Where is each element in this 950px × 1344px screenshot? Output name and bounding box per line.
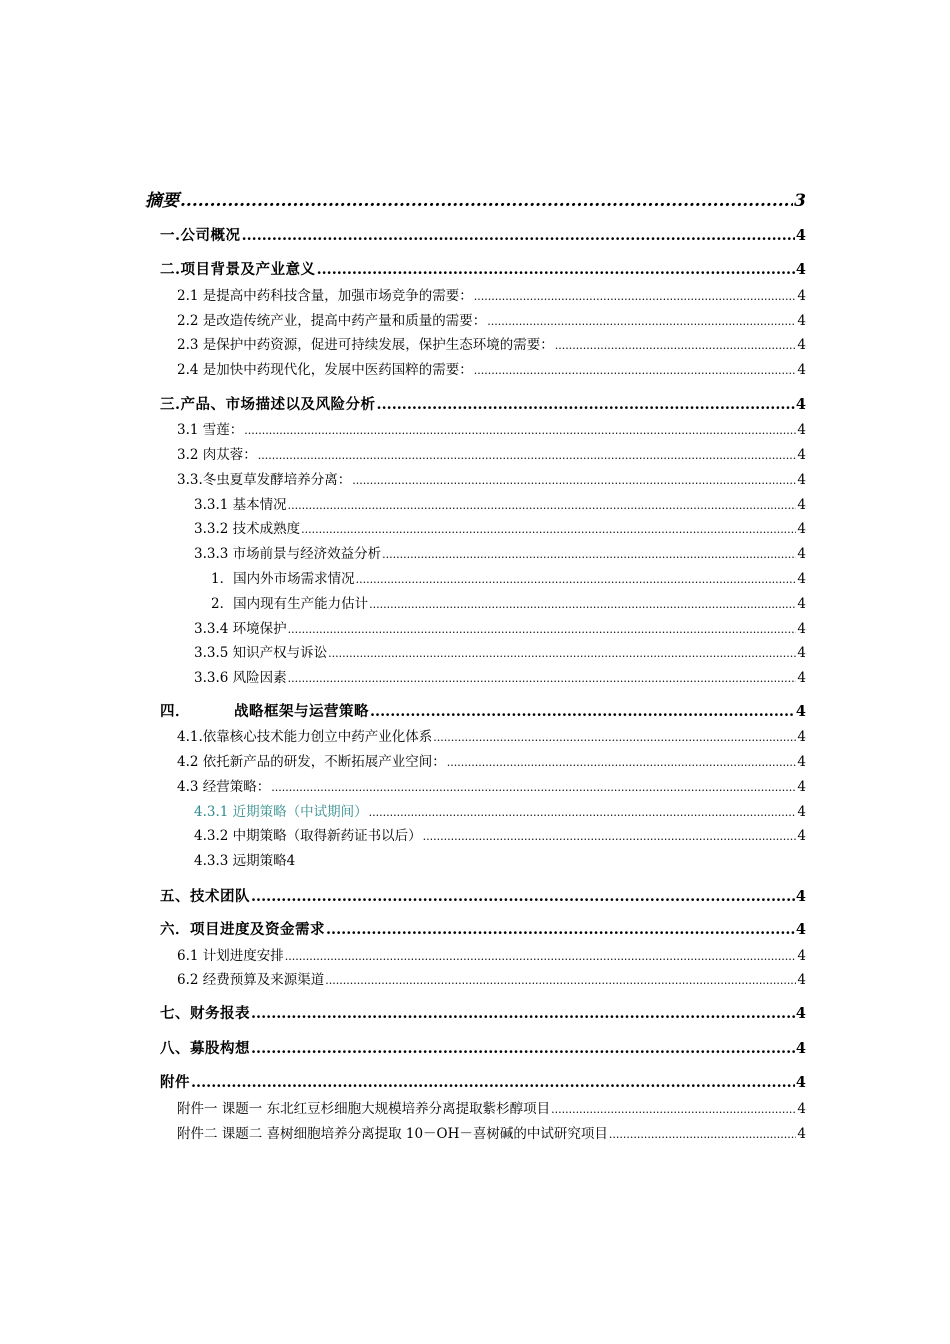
dot-leader — [328, 645, 796, 661]
toc-entry-title: 附件 — [160, 1074, 190, 1091]
toc-entry-s6-1[interactable] — [177, 944, 806, 964]
dot-leader — [555, 337, 797, 353]
dot-leader — [609, 1126, 797, 1142]
toc-entry-title: 4.3.1 近期策略（中试期间） — [194, 804, 368, 820]
dot-leader — [382, 546, 796, 562]
toc-entry-s4-3-3[interactable] — [194, 849, 806, 869]
toc-entry-s3-3-3-a[interactable] — [211, 567, 806, 587]
toc-entry-s3[interactable] — [160, 393, 806, 414]
dot-leader — [288, 497, 797, 513]
toc-entry-page: 4 — [795, 888, 806, 905]
dot-leader — [474, 288, 797, 304]
toc-entry-page: 4 — [797, 645, 806, 661]
dot-leader — [251, 888, 795, 905]
toc-entry-s2-2[interactable] — [177, 309, 806, 329]
toc-entry-page: 4 — [797, 828, 806, 844]
toc-entry-s2-4[interactable] — [177, 358, 806, 378]
toc-entry-title: 1．国内外市场需求情况 — [211, 571, 355, 587]
toc-entry-page: 4 — [797, 670, 806, 686]
toc-entry-page: 3 — [794, 191, 806, 211]
toc-entry-s3-3-6[interactable] — [194, 666, 806, 686]
toc-entry-page: 4 — [797, 972, 806, 988]
toc-entry-page: 4 — [797, 472, 806, 488]
toc-entry-s3-3-3-b[interactable] — [211, 592, 806, 612]
toc-entry-number: 四． — [160, 703, 190, 720]
toc-entry-s2-1[interactable] — [177, 284, 806, 304]
toc-entry-title: 3.3.4 环境保护 — [194, 621, 287, 637]
toc-entry-title: 4.1.依靠核心技术能力创立中药产业化体系 — [177, 729, 433, 745]
toc-entry-title: 6.1 计划进度安排 — [177, 948, 284, 964]
dot-leader — [551, 1101, 796, 1117]
toc-entry-s4-3[interactable] — [177, 775, 806, 795]
toc-entry-page: 4 — [797, 571, 806, 587]
toc-entry-s6-2[interactable] — [177, 968, 806, 988]
toc-entry-s4-3-2[interactable] — [194, 824, 806, 844]
toc-entry-title: 二.项目背景及产业意义 — [160, 261, 316, 278]
dot-leader — [447, 754, 797, 770]
dot-leader — [288, 670, 797, 686]
toc-entry-title: 六．项目进度及资金需求 — [160, 921, 325, 938]
toc-entry-appendix-2[interactable] — [177, 1122, 806, 1142]
dot-leader — [352, 472, 796, 488]
toc-entry-title: 3.2 肉苁蓉： — [177, 447, 257, 463]
dot-leader — [474, 362, 797, 378]
toc-entry-s3-1[interactable] — [177, 418, 806, 438]
toc-entry-page: 4 — [795, 396, 806, 413]
toc-entry-page: 4 — [797, 313, 806, 329]
dot-leader — [370, 703, 795, 720]
toc-entry-title: 2.3 是保护中药资源，促进可持续发展，保护生态环境的需要： — [177, 337, 554, 353]
toc-entry-page: 4 — [795, 703, 806, 720]
dot-leader — [317, 261, 795, 278]
toc-entry-s2[interactable] — [160, 258, 806, 279]
toc-entry-page: 4 — [797, 621, 806, 637]
toc-entry-page: 4 — [797, 729, 806, 745]
toc-entry-s2-3[interactable] — [177, 333, 806, 353]
toc-entry-s1[interactable] — [160, 224, 806, 245]
toc-entry-title: 4.3 经营策略： — [177, 779, 271, 795]
toc-entry-title: 3.3.3 市场前景与经济效益分析 — [194, 546, 382, 562]
toc-entry-title: 五、技术团队 — [160, 888, 250, 905]
toc-entry-title: 4.3.2 中期策略（取得新药证书以后） — [194, 828, 422, 844]
toc-entry-page: 4 — [795, 921, 806, 938]
toc-entry-title: 6.2 经费预算及来源渠道 — [177, 972, 325, 988]
dot-leader — [423, 828, 797, 844]
toc-entry-page: 4 — [795, 227, 806, 244]
toc-entry-title: 附件一 课题一 东北红豆杉细胞大规模培养分离提取紫杉醇项目 — [177, 1101, 551, 1117]
dot-leader — [325, 972, 796, 988]
toc-entry-page: 4 — [797, 521, 806, 537]
dot-leader — [271, 779, 796, 795]
dot-leader — [251, 1040, 795, 1057]
toc-entry-page: 4 — [797, 948, 806, 964]
toc-entry-abstract[interactable] — [145, 186, 806, 211]
toc-entry-page: 4 — [797, 546, 806, 562]
toc-entry-s3-2[interactable] — [177, 443, 806, 463]
toc-entry-s4-3-1[interactable] — [194, 800, 806, 820]
toc-entry-page: 4 — [797, 337, 806, 353]
toc-entry-title: 4.3.3 远期策略4 — [194, 853, 296, 869]
toc-entry-s3-3-1[interactable] — [194, 493, 806, 513]
dot-leader — [487, 313, 796, 329]
toc-entry-appendix-1[interactable] — [177, 1097, 806, 1117]
toc-entry-title: 3.3.冬虫夏草发酵培养分离： — [177, 472, 352, 488]
toc-entry-page: 4 — [795, 1040, 806, 1057]
toc-entry-title: 2.1 是提高中药科技含量，加强市场竞争的需要： — [177, 288, 473, 304]
toc-entry-title: 4.2 依托新产品的研发，不断拓展产业空间： — [177, 754, 446, 770]
toc-entry-title: 2.4 是加快中药现代化，发展中医药国粹的需要： — [177, 362, 473, 378]
toc-entry-title: 3.1 雪莲： — [177, 422, 244, 438]
toc-entry-title: 3.3.2 技术成熟度 — [194, 521, 301, 537]
toc-entry-s5[interactable] — [160, 885, 806, 906]
toc-entry-page: 4 — [797, 362, 806, 378]
toc-entry-title: 2．国内现有生产能力估计 — [211, 596, 369, 612]
dot-leader — [244, 422, 796, 438]
toc-entry-title: 附件二 课题二 喜树细胞培养分离提取 10－OH－喜树碱的中试研究项目 — [177, 1126, 608, 1142]
toc-entry-page: 4 — [797, 1126, 806, 1142]
toc-entry-s3-3-3[interactable] — [194, 542, 806, 562]
toc-entry-s3-3-2[interactable] — [194, 517, 806, 537]
toc-entry-page: 4 — [797, 779, 806, 795]
toc-entry-title: 七、财务报表 — [160, 1005, 250, 1022]
toc-entry-s6[interactable] — [160, 918, 806, 939]
dot-leader — [301, 521, 796, 537]
dot-leader — [242, 227, 795, 244]
toc-entry-page: 4 — [797, 497, 806, 513]
toc-entry-page: 4 — [797, 1101, 806, 1117]
toc-entry-page: 4 — [795, 1074, 806, 1091]
dot-leader — [191, 1074, 795, 1091]
toc-entry-s4-1[interactable] — [177, 725, 806, 745]
toc-entry-title-text: 战略框架与运营策略 — [234, 703, 369, 720]
toc-entry-title: 三.产品、市场描述以及风险分析 — [160, 396, 376, 413]
dot-leader — [433, 729, 796, 745]
toc-entry-s3-3[interactable] — [177, 468, 806, 488]
toc-entry-page: 4 — [797, 754, 806, 770]
toc-entry-s3-3-4[interactable] — [194, 617, 806, 637]
toc-entry-page: 4 — [797, 596, 806, 612]
toc-entry-s3-3-5[interactable] — [194, 641, 806, 661]
toc-entry-page: 4 — [795, 261, 806, 278]
toc-entry-appendix[interactable] — [160, 1071, 806, 1092]
toc-entry-page: 4 — [797, 804, 806, 820]
dot-leader — [356, 571, 797, 587]
dot-leader — [326, 921, 795, 938]
dot-leader — [258, 447, 797, 463]
dot-leader — [369, 804, 797, 820]
toc-entry-title: 八、募股构想 — [160, 1040, 250, 1057]
toc-entry-title: 3.3.6 风险因素 — [194, 670, 287, 686]
toc-entry-s4-2[interactable] — [177, 750, 806, 770]
toc-entry-s4[interactable] — [160, 700, 806, 721]
toc-entry-title: 3.3.5 知识产权与诉讼 — [194, 645, 328, 661]
dot-leader — [369, 596, 796, 612]
dot-leader — [251, 1005, 795, 1022]
toc-entry-title: 2.2 是改造传统产业，提高中药产量和质量的需要： — [177, 313, 487, 329]
toc-entry-s7[interactable] — [160, 1002, 806, 1023]
dot-leader — [285, 948, 797, 964]
dot-leader — [377, 396, 795, 413]
dot-leader — [180, 191, 793, 211]
toc-entry-title — [160, 700, 369, 721]
toc-entry-page: 4 — [797, 422, 806, 438]
dot-leader — [288, 621, 797, 637]
toc-entry-page: 4 — [797, 288, 806, 304]
toc-entry-title: 一.公司概况 — [160, 227, 241, 244]
toc-entry-page: 4 — [795, 1005, 806, 1022]
toc-entry-title: 3.3.1 基本情况 — [194, 497, 287, 513]
toc-entry-title: 摘要 — [145, 191, 179, 211]
toc-entry-s8[interactable] — [160, 1037, 806, 1058]
toc-entry-page: 4 — [797, 447, 806, 463]
